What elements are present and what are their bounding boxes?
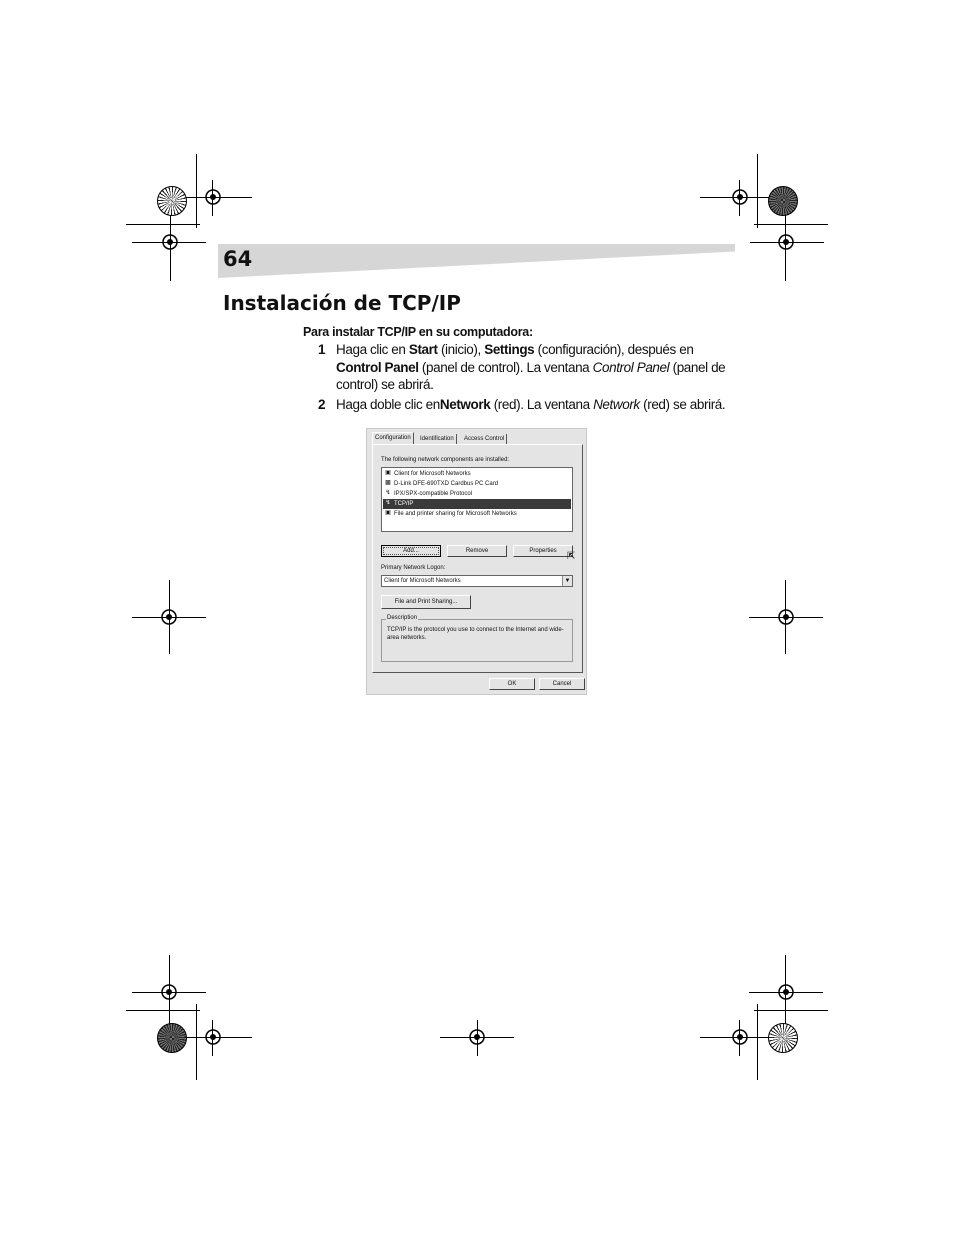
tab-configuration[interactable]: Configuration xyxy=(372,432,414,445)
adapter-icon: ▩ xyxy=(385,480,391,486)
add-button[interactable]: Add... xyxy=(381,545,441,557)
client-icon: ▣ xyxy=(385,470,391,476)
registration-target-icon xyxy=(466,1026,488,1048)
primary-logon-label: Primary Network Logon: xyxy=(381,565,446,571)
registration-target-icon xyxy=(729,186,751,208)
step-number: 2 xyxy=(318,397,326,412)
registration-target-icon xyxy=(775,231,797,253)
step-2 xyxy=(318,396,728,414)
remove-button[interactable]: Remove xyxy=(447,545,507,557)
registration-target-icon xyxy=(158,981,180,1003)
tab-identification[interactable]: Identification xyxy=(418,434,457,444)
primary-logon-select[interactable] xyxy=(381,575,573,587)
list-item[interactable]: ▣ Client for Microsoft Networks xyxy=(385,470,471,478)
registration-target-icon xyxy=(775,606,797,628)
color-registration-icon xyxy=(768,1023,798,1053)
registration-target-icon xyxy=(158,606,180,628)
section-title: Instalación de TCP/IP xyxy=(223,291,461,315)
dropdown-arrow-icon[interactable]: ▼ xyxy=(562,576,572,586)
registration-target-icon xyxy=(729,1026,751,1048)
protocol-icon: ↯ xyxy=(385,490,391,496)
description-legend: Description xyxy=(387,615,418,621)
registration-target-icon xyxy=(202,186,224,208)
primary-logon-value: Client for Microsoft Networks xyxy=(384,578,461,584)
list-item[interactable]: ↯ IPX/SPX-compatible Protocol xyxy=(385,490,473,498)
registration-target-icon xyxy=(159,231,181,253)
step-number: 1 xyxy=(318,342,326,357)
page-number: 64 xyxy=(223,247,253,271)
step-1 xyxy=(318,341,728,394)
header-band xyxy=(218,244,735,278)
protocol-icon: ↯ xyxy=(385,500,391,506)
properties-button[interactable]: Properties xyxy=(513,545,573,557)
step-text: Haga clic en Start (inicio), Settings (configuración), después en Control Panel (panel de control). La ventana Control Panel (panel de control) se abrirá. xyxy=(336,342,726,392)
tab-access-control[interactable]: Access Control xyxy=(462,434,507,444)
file-print-sharing-button[interactable]: File and Print Sharing... xyxy=(381,595,471,609)
network-dialog xyxy=(366,428,587,695)
list-item[interactable]: ▣ File and printer sharing for Microsoft Networks xyxy=(385,510,517,518)
mouse-pointer-icon: ⇱ xyxy=(567,551,576,562)
components-list[interactable] xyxy=(381,467,573,532)
registration-target-icon xyxy=(202,1026,224,1048)
color-registration-icon xyxy=(157,1023,187,1053)
color-registration-icon xyxy=(768,186,798,216)
description-text: TCP/IP is the protocol you use to connect to the Internet and wide-area networks. xyxy=(387,627,564,641)
intro-heading: Para instalar TCP/IP en su computadora: xyxy=(303,325,533,339)
color-registration-icon xyxy=(157,186,187,216)
ok-button[interactable]: OK xyxy=(489,678,535,690)
components-label: The following network components are installed: xyxy=(381,457,510,463)
service-icon: ▣ xyxy=(385,510,391,516)
cancel-button[interactable]: Cancel xyxy=(539,678,585,690)
list-item[interactable]: ▩ D-Link DFE-690TXD Cardbus PC Card xyxy=(385,480,499,488)
registration-target-icon xyxy=(775,981,797,1003)
step-text: Haga doble clic enNetwork (red). La ventana Network (red) se abrirá. xyxy=(336,397,726,412)
list-item-selected[interactable]: ↯ TCP/IP xyxy=(383,499,571,509)
description-group xyxy=(381,615,573,662)
